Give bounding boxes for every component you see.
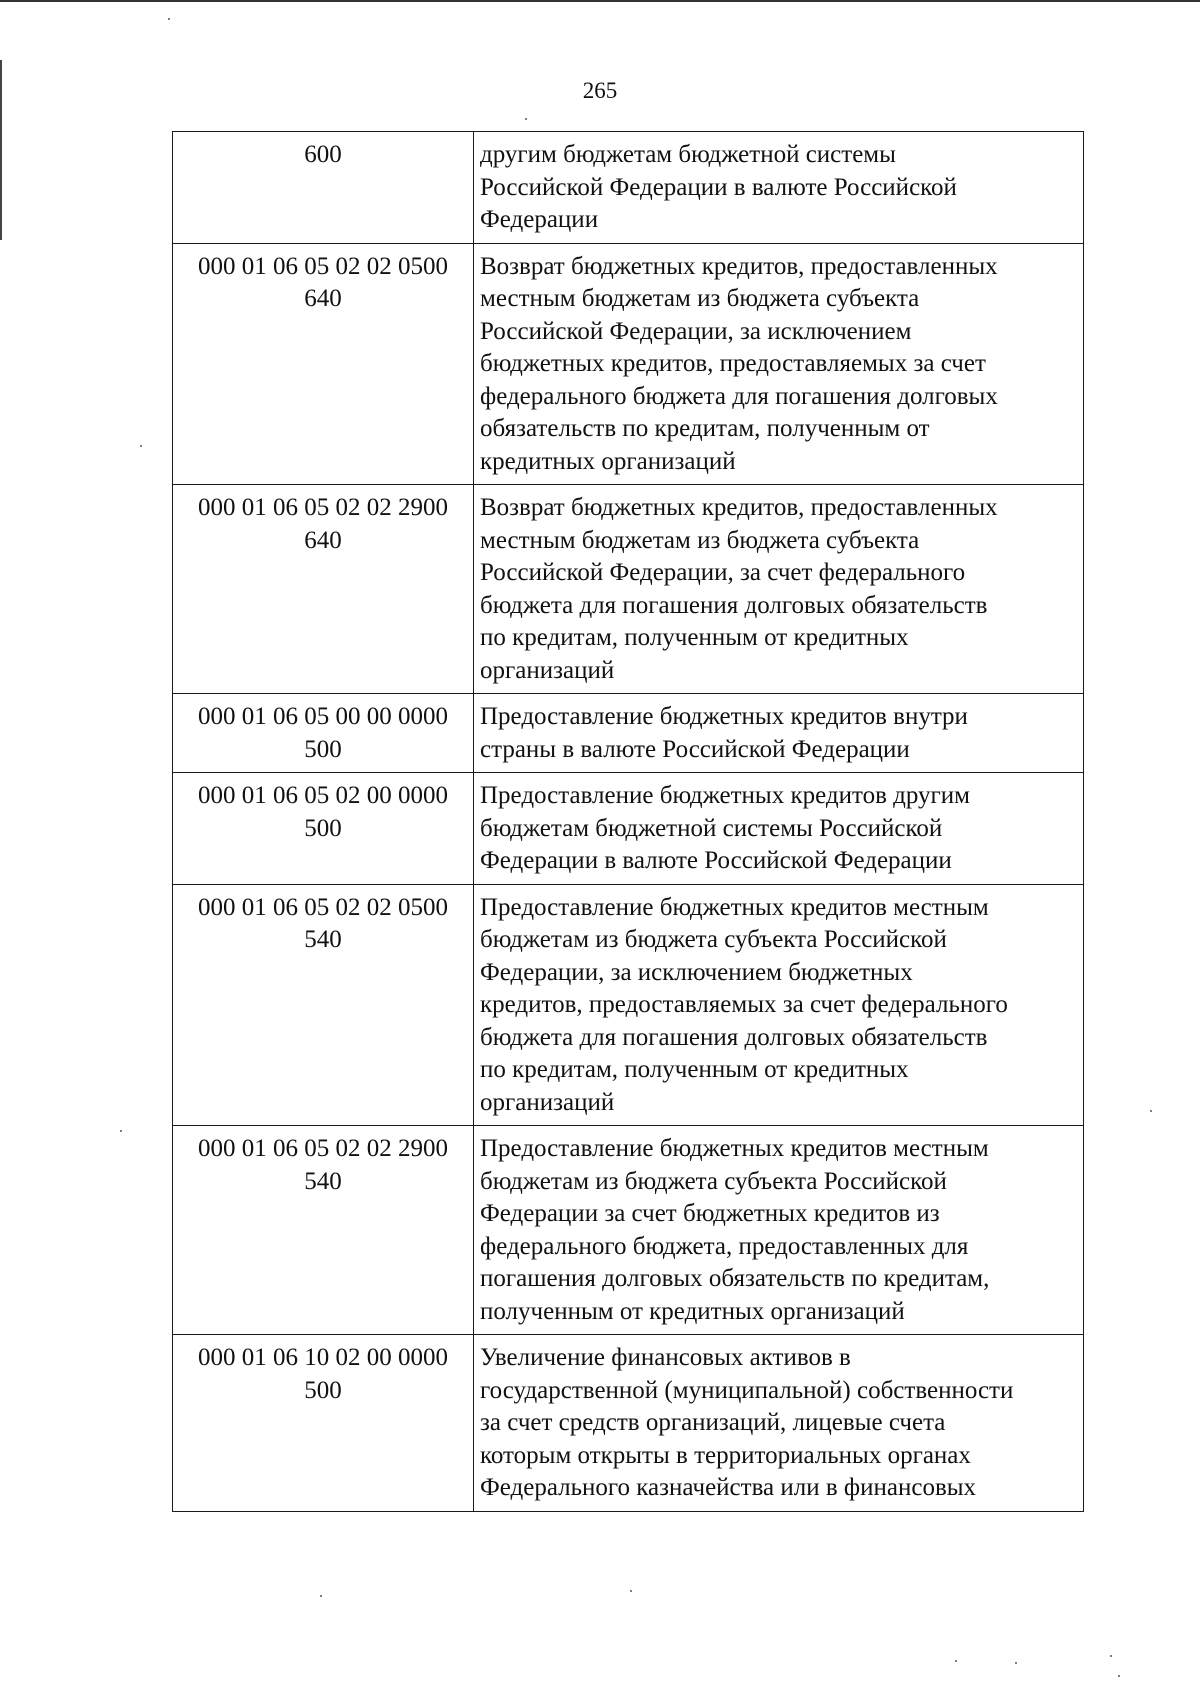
table-row [173,243,1084,485]
table-row [173,132,1084,244]
classification-code-cell: 000 01 06 10 02 00 0000 500 [173,1335,474,1512]
description-cell: Предоставление бюджетных кредитов другим бюджетам бюджетной системы Российской Федерации в валюте Российской Федерации [474,773,1084,885]
description-cell: Предоставление бюджетных кредитов местным бюджетам из бюджета субъекта Российской Федерации, за исключением бюджетных кредитов, предоставляемых за счет федерального бюджета для погашения долговых обязательств по кредитам, полученным от кредитных организаций [474,884,1084,1126]
description-cell: Возврат бюджетных кредитов, предоставленных местным бюджетам из бюджета субъекта Российской Федерации, за исключением бюджетных кредитов, предоставляемых за счет федерального бюджета для погашения долговых обязательств по кредитам, полученным от кредитных организаций [474,243,1084,485]
scan-top-edge [0,0,1200,2]
table-row [173,1335,1084,1512]
description-cell: Предоставление бюджетных кредитов внутри страны в валюте Российской Федерации [474,694,1084,773]
classification-code-cell: 000 01 06 05 02 00 0000 500 [173,773,474,885]
scan-speck [320,1595,322,1597]
budget-classification-table [172,131,1084,1512]
page-number: 265 [582,78,618,103]
description-cell: другим бюджетам бюджетной системы Российской Федерации в валюте Российской Федерации [474,132,1084,244]
scan-speck [1150,1110,1152,1112]
classification-code-cell: 000 01 06 05 02 02 0500 540 [173,884,474,1126]
table-row [173,884,1084,1126]
scan-speck [1015,1662,1017,1664]
scan-speck [140,445,142,447]
description-cell: Предоставление бюджетных кредитов местным бюджетам из бюджета субъекта Российской Федерации за счет бюджетных кредитов из федерального бюджета, предоставленных для погашения долговых обязательств по кредитам, полученным от кредитных организаций [474,1126,1084,1335]
scan-speck [630,1590,632,1592]
scan-speck [120,1130,122,1132]
scan-speck [1110,1655,1112,1657]
scan-speck [1118,1675,1120,1677]
scan-speck [955,1660,957,1662]
classification-code-cell: 000 01 06 05 02 02 2900 640 [173,485,474,694]
scan-speck [525,118,527,120]
description-cell: Возврат бюджетных кредитов, предоставленных местным бюджетам из бюджета субъекта Российской Федерации, за счет федерального бюджета для погашения долговых обязательств по кредитам, полученным от кредитных организаций [474,485,1084,694]
classification-code-cell: 600 [173,132,474,244]
table-row [173,485,1084,694]
description-cell: Увеличение финансовых активов в государственной (муниципальной) собственности за счет средств организаций, лицевые счета которым открыты в территориальных органах Федерального казначейства или в финансовых [474,1335,1084,1512]
table-row [173,1126,1084,1335]
classification-code-cell: 000 01 06 05 00 00 0000 500 [173,694,474,773]
table-row [173,773,1084,885]
classification-code-cell: 000 01 06 05 02 02 2900 540 [173,1126,474,1335]
table-row [173,694,1084,773]
scan-speck [168,18,170,20]
classification-code-cell: 000 01 06 05 02 02 0500 640 [173,243,474,485]
